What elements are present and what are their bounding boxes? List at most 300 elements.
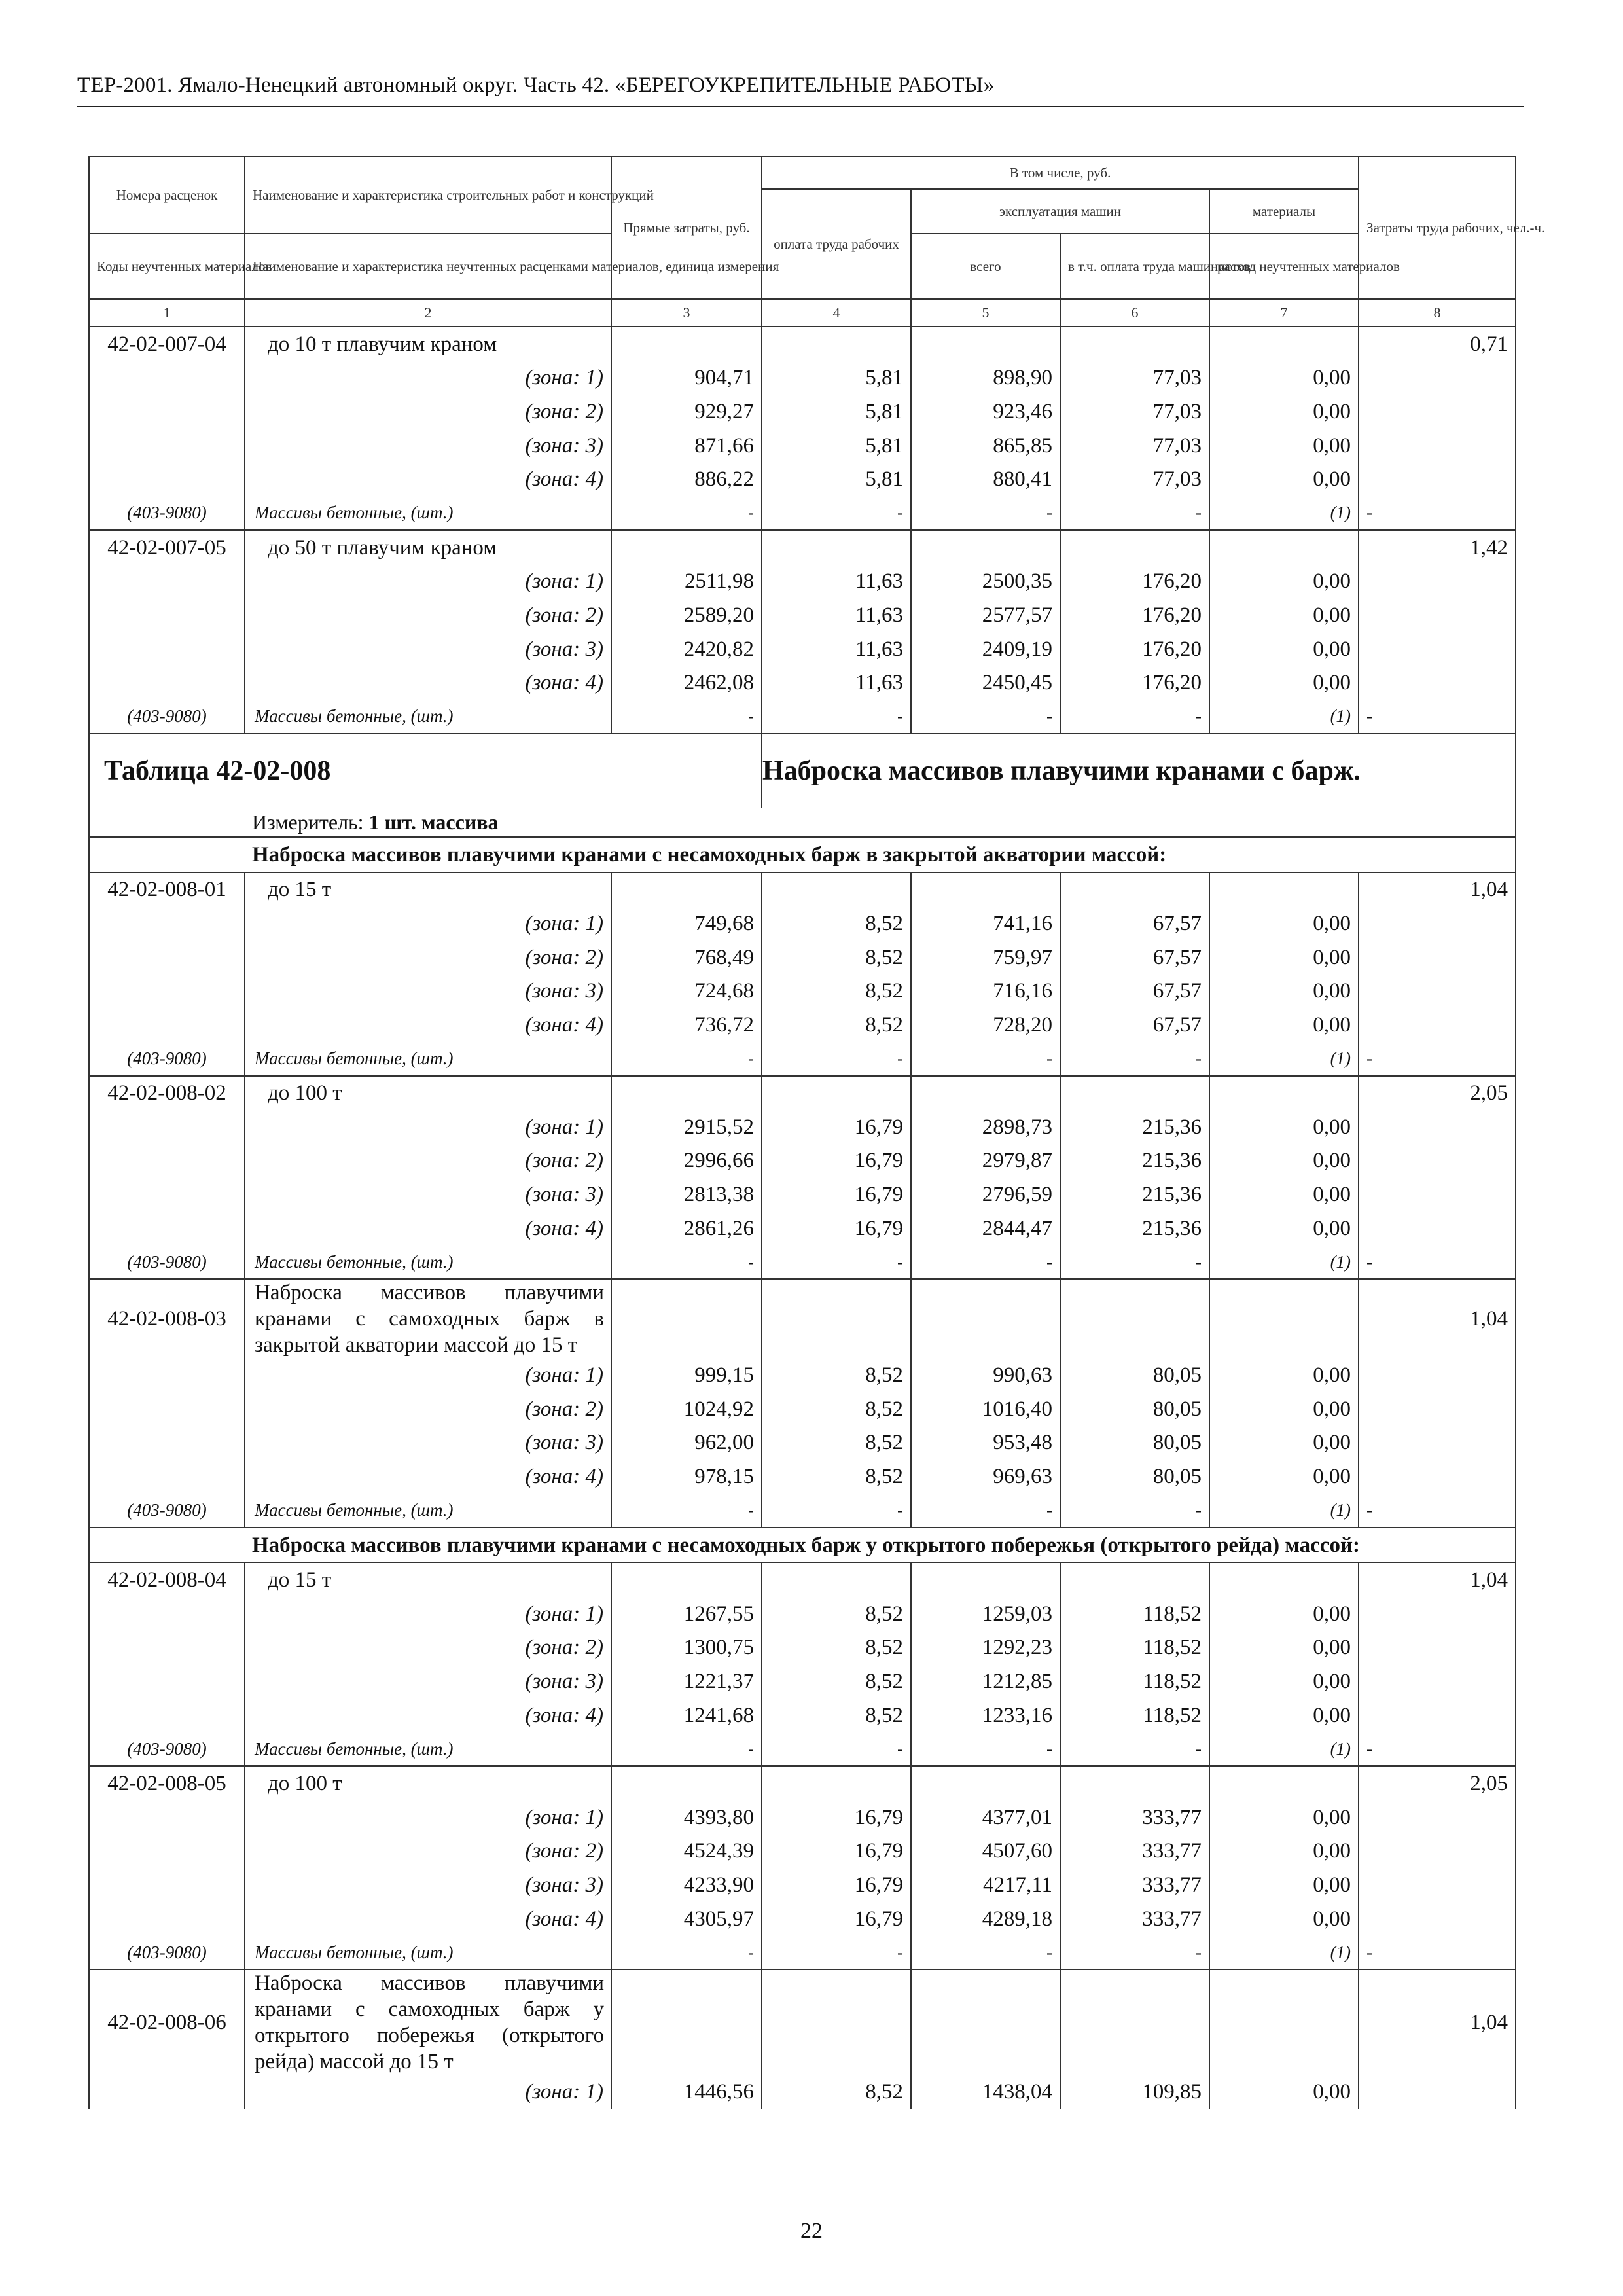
zone-row xyxy=(89,1801,1516,1835)
materials-cost: 0,00 xyxy=(1209,632,1359,666)
worker-wages: 8,52 xyxy=(762,941,911,975)
zone-row xyxy=(89,1177,1516,1211)
worker-wages: 5,81 xyxy=(762,462,911,496)
empty-cell xyxy=(89,666,245,700)
zone-row xyxy=(89,395,1516,429)
operator-wages: 67,57 xyxy=(1060,974,1209,1008)
empty-cell xyxy=(762,327,911,361)
empty-cell xyxy=(1060,872,1209,907)
machines-total: 4217,11 xyxy=(911,1868,1060,1902)
machines-total: 2500,35 xyxy=(911,565,1060,599)
col-including-header: В том числе, руб. xyxy=(762,156,1359,189)
empty-cell xyxy=(611,872,762,907)
empty-cell xyxy=(1359,1868,1516,1902)
empty-cell xyxy=(1209,327,1359,361)
direct-cost: 929,27 xyxy=(611,395,762,429)
machines-total: 953,48 xyxy=(911,1426,1060,1460)
materials-cost: 0,00 xyxy=(1209,941,1359,975)
empty-cell xyxy=(762,872,911,907)
empty-cell xyxy=(89,1008,245,1042)
operator-wages: 118,52 xyxy=(1060,1597,1209,1631)
direct-cost: 2915,52 xyxy=(611,1110,762,1144)
direct-cost: 1300,75 xyxy=(611,1631,762,1665)
zone-label: (зона: 2) xyxy=(245,1631,611,1665)
material-name: Массивы бетонные, (шт.) xyxy=(245,496,611,530)
col-machines-total-header: всего xyxy=(911,234,1060,299)
zone-label: (зона: 1) xyxy=(245,1801,611,1835)
material-row xyxy=(89,1935,1516,1969)
empty-cell xyxy=(1359,974,1516,1008)
material-qty: (1) xyxy=(1209,1935,1359,1969)
materials-cost: 0,00 xyxy=(1209,1144,1359,1178)
empty-cell xyxy=(611,1279,762,1358)
machines-total: 4377,01 xyxy=(911,1801,1060,1835)
worker-wages: 8,52 xyxy=(762,906,911,941)
material-code: (403-9080) xyxy=(89,700,245,734)
empty-cell xyxy=(1060,1766,1209,1801)
rate-code: 42-02-008-01 xyxy=(89,872,245,907)
empty-cell xyxy=(1359,1698,1516,1732)
empty-cell xyxy=(1359,632,1516,666)
materials-cost: 0,00 xyxy=(1209,1597,1359,1631)
worker-wages: 16,79 xyxy=(762,1902,911,1936)
materials-cost: 0,00 xyxy=(1209,1835,1359,1869)
zone-label: (зона: 2) xyxy=(245,598,611,632)
zone-row xyxy=(89,1597,1516,1631)
machines-total: 2898,73 xyxy=(911,1110,1060,1144)
material-code: (403-9080) xyxy=(89,1042,245,1076)
worker-wages: 8,52 xyxy=(762,1392,911,1426)
direct-cost: 4305,97 xyxy=(611,1902,762,1936)
worker-wages: 8,52 xyxy=(762,1698,911,1732)
dash-cell: - xyxy=(1359,1494,1516,1528)
dash-cell: - xyxy=(1060,1935,1209,1969)
zone-label: (зона: 2) xyxy=(245,1835,611,1869)
zone-label: (зона: 4) xyxy=(245,1211,611,1246)
direct-cost: 2420,82 xyxy=(611,632,762,666)
material-qty: (1) xyxy=(1209,1245,1359,1279)
dash-cell: - xyxy=(911,700,1060,734)
dash-cell: - xyxy=(611,1494,762,1528)
worker-wages: 8,52 xyxy=(762,974,911,1008)
empty-cell xyxy=(911,1766,1060,1801)
col-number: 1 xyxy=(89,299,245,327)
machines-total: 2979,87 xyxy=(911,1144,1060,1178)
empty-cell xyxy=(762,1969,911,2075)
rate-code: 42-02-008-03 xyxy=(89,1279,245,1358)
dash-cell: - xyxy=(911,1042,1060,1076)
labor-cost: 1,04 xyxy=(1359,1279,1516,1358)
empty-cell xyxy=(89,1144,245,1178)
empty-cell xyxy=(911,1969,1060,2075)
dash-cell: - xyxy=(911,1935,1060,1969)
empty-cell xyxy=(89,395,245,429)
col-work-name-header: Наименование и характеристика строительных работ и конструкций xyxy=(245,156,611,234)
direct-cost: 736,72 xyxy=(611,1008,762,1042)
empty-cell xyxy=(1060,530,1209,565)
rate-row xyxy=(89,530,1516,565)
empty-cell xyxy=(1359,462,1516,496)
materials-cost: 0,00 xyxy=(1209,462,1359,496)
direct-cost: 4393,80 xyxy=(611,1801,762,1835)
direct-cost: 749,68 xyxy=(611,906,762,941)
materials-cost: 0,00 xyxy=(1209,1801,1359,1835)
worker-wages: 16,79 xyxy=(762,1144,911,1178)
empty-cell xyxy=(89,1664,245,1698)
worker-wages: 8,52 xyxy=(762,1664,911,1698)
zone-row xyxy=(89,462,1516,496)
direct-cost: 2861,26 xyxy=(611,1211,762,1246)
operator-wages: 80,05 xyxy=(1060,1392,1209,1426)
direct-cost: 4233,90 xyxy=(611,1868,762,1902)
dash-cell: - xyxy=(1359,1935,1516,1969)
materials-cost: 0,00 xyxy=(1209,2075,1359,2109)
empty-cell xyxy=(1359,1144,1516,1178)
empty-cell xyxy=(1359,1597,1516,1631)
zone-label: (зона: 4) xyxy=(245,666,611,700)
empty-cell xyxy=(1209,530,1359,565)
dash-cell: - xyxy=(611,496,762,530)
empty-cell xyxy=(1060,1076,1209,1111)
empty-cell xyxy=(89,1358,245,1392)
empty-cell xyxy=(1359,361,1516,395)
operator-wages: 109,85 xyxy=(1060,2075,1209,2109)
zone-label: (зона: 1) xyxy=(245,361,611,395)
dash-cell: - xyxy=(1359,1245,1516,1279)
empty-cell xyxy=(89,1460,245,1494)
operator-wages: 176,20 xyxy=(1060,565,1209,599)
machines-total: 2577,57 xyxy=(911,598,1060,632)
worker-wages: 8,52 xyxy=(762,2075,911,2109)
empty-cell xyxy=(89,462,245,496)
empty-cell xyxy=(611,1969,762,2075)
materials-cost: 0,00 xyxy=(1209,1868,1359,1902)
empty-cell xyxy=(89,1426,245,1460)
zone-row xyxy=(89,1392,1516,1426)
machines-total: 1292,23 xyxy=(911,1631,1060,1665)
worker-wages: 16,79 xyxy=(762,1868,911,1902)
machines-total: 969,63 xyxy=(911,1460,1060,1494)
col-wages-header: оплата труда рабочих xyxy=(762,189,911,299)
zone-label: (зона: 3) xyxy=(245,974,611,1008)
empty-cell xyxy=(1359,1392,1516,1426)
dash-cell: - xyxy=(911,1732,1060,1766)
dash-cell: - xyxy=(762,1935,911,1969)
empty-cell xyxy=(89,1597,245,1631)
machines-total: 880,41 xyxy=(911,462,1060,496)
empty-cell xyxy=(1359,1631,1516,1665)
rate-row xyxy=(89,1969,1516,2075)
materials-cost: 0,00 xyxy=(1209,1902,1359,1936)
zone-row xyxy=(89,429,1516,463)
col-operator-wages-header: в т.ч. оплата труда машинистов xyxy=(1060,234,1209,299)
zone-label: (зона: 4) xyxy=(245,462,611,496)
labor-cost: 1,42 xyxy=(1359,530,1516,565)
direct-cost: 871,66 xyxy=(611,429,762,463)
materials-cost: 0,00 xyxy=(1209,974,1359,1008)
worker-wages: 8,52 xyxy=(762,1008,911,1042)
section-open-coast xyxy=(89,1528,1516,1563)
operator-wages: 77,03 xyxy=(1060,395,1209,429)
operator-wages: 176,20 xyxy=(1060,666,1209,700)
material-qty: (1) xyxy=(1209,1042,1359,1076)
zone-row xyxy=(89,1664,1516,1698)
empty-cell xyxy=(1359,1177,1516,1211)
empty-cell xyxy=(911,1076,1060,1111)
zone-row xyxy=(89,1008,1516,1042)
rate-code: 42-02-008-06 xyxy=(89,1969,245,2075)
operator-wages: 118,52 xyxy=(1060,1631,1209,1665)
machines-total: 1438,04 xyxy=(911,2075,1060,2109)
machines-total: 716,16 xyxy=(911,974,1060,1008)
material-code: (403-9080) xyxy=(89,1732,245,1766)
dash-cell: - xyxy=(1359,700,1516,734)
entries-table-42-02-007 xyxy=(89,327,1516,734)
empty-cell xyxy=(1359,1460,1516,1494)
empty-cell xyxy=(911,872,1060,907)
col-rate-number-header: Номера расценок xyxy=(89,156,245,234)
worker-wages: 8,52 xyxy=(762,1426,911,1460)
worker-wages: 8,52 xyxy=(762,1460,911,1494)
operator-wages: 215,36 xyxy=(1060,1110,1209,1144)
zone-row xyxy=(89,1211,1516,1246)
material-code: (403-9080) xyxy=(89,496,245,530)
material-code: (403-9080) xyxy=(89,1245,245,1279)
empty-cell xyxy=(762,1076,911,1111)
direct-cost: 2996,66 xyxy=(611,1144,762,1178)
empty-cell xyxy=(1209,1969,1359,2075)
zone-label: (зона: 1) xyxy=(245,565,611,599)
operator-wages: 176,20 xyxy=(1060,598,1209,632)
direct-cost: 1267,55 xyxy=(611,1597,762,1631)
direct-cost: 1221,37 xyxy=(611,1664,762,1698)
empty-cell xyxy=(89,1177,245,1211)
empty-cell xyxy=(911,530,1060,565)
operator-wages: 333,77 xyxy=(1060,1902,1209,1936)
col-number: 3 xyxy=(611,299,762,327)
worker-wages: 11,63 xyxy=(762,632,911,666)
empty-cell xyxy=(1209,1076,1359,1111)
zone-label: (зона: 3) xyxy=(245,1868,611,1902)
dash-cell: - xyxy=(911,1494,1060,1528)
zone-row xyxy=(89,2075,1516,2109)
dash-cell: - xyxy=(1060,700,1209,734)
direct-cost: 2462,08 xyxy=(611,666,762,700)
direct-cost: 962,00 xyxy=(611,1426,762,1460)
empty-cell xyxy=(89,906,245,941)
dash-cell: - xyxy=(1060,1245,1209,1279)
rate-name: Наброска массивов плавучими кранами с самоходных барж в закрытой акватории массой до 15 т xyxy=(245,1279,611,1358)
dash-cell: - xyxy=(1060,496,1209,530)
materials-cost: 0,00 xyxy=(1209,1698,1359,1732)
direct-cost: 2813,38 xyxy=(611,1177,762,1211)
empty-cell xyxy=(611,1562,762,1597)
empty-cell xyxy=(1359,429,1516,463)
zone-row xyxy=(89,941,1516,975)
section-heading: Наброска массивов плавучими кранами с несамоходных барж в закрытой акватории массой: xyxy=(245,837,1516,872)
dash-cell: - xyxy=(1359,1732,1516,1766)
machines-total: 2844,47 xyxy=(911,1211,1060,1246)
empty-cell xyxy=(1359,1110,1516,1144)
direct-cost: 886,22 xyxy=(611,462,762,496)
rate-row xyxy=(89,872,1516,907)
zone-row xyxy=(89,1110,1516,1144)
empty-cell xyxy=(89,565,245,599)
worker-wages: 8,52 xyxy=(762,1597,911,1631)
dash-cell: - xyxy=(611,700,762,734)
materials-cost: 0,00 xyxy=(1209,1664,1359,1698)
operator-wages: 333,77 xyxy=(1060,1801,1209,1835)
material-row xyxy=(89,1732,1516,1766)
worker-wages: 8,52 xyxy=(762,1358,911,1392)
labor-cost: 1,04 xyxy=(1359,872,1516,907)
empty-cell xyxy=(762,1766,911,1801)
entries-open-coast xyxy=(89,1562,1516,2109)
labor-cost: 2,05 xyxy=(1359,1766,1516,1801)
col-material-name-header: Наименование и характеристика неучтенных расценками материалов, единица измерения xyxy=(245,234,611,299)
rate-name: Наброска массивов плавучими кранами с самоходных барж у открытого побережья (открытого рейда) массой до 15 т xyxy=(245,1969,611,2075)
material-name: Массивы бетонные, (шт.) xyxy=(245,700,611,734)
machines-total: 2409,19 xyxy=(911,632,1060,666)
col-number: 4 xyxy=(762,299,911,327)
empty-cell xyxy=(89,1902,245,1936)
zone-row xyxy=(89,1426,1516,1460)
meter-value: 1 шт. массива xyxy=(368,810,499,834)
page-number: 22 xyxy=(800,2219,823,2243)
machines-total: 741,16 xyxy=(911,906,1060,941)
rates-table xyxy=(88,156,1545,2109)
col-material-usage-header: расход неучтенных материалов xyxy=(1209,234,1359,299)
direct-cost: 4524,39 xyxy=(611,1835,762,1869)
dash-cell: - xyxy=(611,1245,762,1279)
dash-cell: - xyxy=(911,496,1060,530)
materials-cost: 0,00 xyxy=(1209,1177,1359,1211)
empty-cell xyxy=(89,429,245,463)
material-row xyxy=(89,700,1516,734)
empty-cell xyxy=(1209,1562,1359,1597)
dash-cell: - xyxy=(911,1245,1060,1279)
direct-cost: 2511,98 xyxy=(611,565,762,599)
zone-label: (зона: 3) xyxy=(245,1426,611,1460)
empty-cell xyxy=(1359,395,1516,429)
empty-cell xyxy=(89,2075,245,2109)
empty-cell xyxy=(1359,1008,1516,1042)
section-heading: Наброска массивов плавучими кранами с несамоходных барж у открытого побережья (открытого рейда) массой: xyxy=(245,1528,1516,1563)
material-qty: (1) xyxy=(1209,700,1359,734)
zone-row xyxy=(89,974,1516,1008)
empty-cell xyxy=(89,1211,245,1246)
operator-wages: 118,52 xyxy=(1060,1664,1209,1698)
rate-row xyxy=(89,1562,1516,1597)
worker-wages: 5,81 xyxy=(762,361,911,395)
direct-cost: 724,68 xyxy=(611,974,762,1008)
zone-label: (зона: 1) xyxy=(245,1358,611,1392)
empty-cell xyxy=(89,361,245,395)
operator-wages: 118,52 xyxy=(1060,1698,1209,1732)
empty-cell xyxy=(1060,1969,1209,2075)
direct-cost: 999,15 xyxy=(611,1358,762,1392)
zone-label: (зона: 1) xyxy=(245,1110,611,1144)
empty-cell xyxy=(1359,1358,1516,1392)
rate-code: 42-02-008-02 xyxy=(89,1076,245,1111)
empty-cell xyxy=(1359,2075,1516,2109)
dash-cell: - xyxy=(611,1732,762,1766)
machines-total: 865,85 xyxy=(911,429,1060,463)
operator-wages: 80,05 xyxy=(1060,1358,1209,1392)
empty-cell xyxy=(762,1562,911,1597)
zone-row xyxy=(89,1631,1516,1665)
empty-cell xyxy=(1359,906,1516,941)
empty-cell xyxy=(911,1279,1060,1358)
col-direct-cost-header: Прямые затраты, руб. xyxy=(611,156,762,299)
operator-wages: 333,77 xyxy=(1060,1835,1209,1869)
col-labor-cost-header: Затраты труда рабочих, чел.-ч. xyxy=(1359,156,1516,299)
zone-label: (зона: 2) xyxy=(245,941,611,975)
rate-name: до 10 т плавучим краном xyxy=(245,327,611,361)
zone-label: (зона: 3) xyxy=(245,429,611,463)
operator-wages: 333,77 xyxy=(1060,1868,1209,1902)
materials-cost: 0,00 xyxy=(1209,1008,1359,1042)
material-name: Массивы бетонные, (шт.) xyxy=(245,1935,611,1969)
zone-label: (зона: 4) xyxy=(245,1698,611,1732)
empty-cell xyxy=(89,1698,245,1732)
col-number: 7 xyxy=(1209,299,1359,327)
rate-row xyxy=(89,1076,1516,1111)
materials-cost: 0,00 xyxy=(1209,598,1359,632)
empty-cell xyxy=(89,1835,245,1869)
operator-wages: 77,03 xyxy=(1060,361,1209,395)
empty-cell xyxy=(1359,1426,1516,1460)
direct-cost: 904,71 xyxy=(611,361,762,395)
material-name: Массивы бетонные, (шт.) xyxy=(245,1494,611,1528)
empty-cell xyxy=(1359,1211,1516,1246)
machines-total: 990,63 xyxy=(911,1358,1060,1392)
zone-row xyxy=(89,565,1516,599)
operator-wages: 77,03 xyxy=(1060,429,1209,463)
direct-cost: 978,15 xyxy=(611,1460,762,1494)
table-meter xyxy=(245,808,1516,837)
rate-row xyxy=(89,327,1516,361)
zone-row xyxy=(89,1144,1516,1178)
empty-cell xyxy=(89,598,245,632)
empty-cell xyxy=(89,1392,245,1426)
machines-total: 1233,16 xyxy=(911,1698,1060,1732)
zone-label: (зона: 2) xyxy=(245,1144,611,1178)
dash-cell: - xyxy=(1359,1042,1516,1076)
document-header: ТЕР-2001. Ямало-Ненецкий автономный округ. Часть 42. «БЕРЕГОУКРЕПИТЕЛЬНЫЕ РАБОТЫ» xyxy=(77,73,995,97)
operator-wages: 67,57 xyxy=(1060,906,1209,941)
empty-cell xyxy=(89,632,245,666)
direct-cost: 1446,56 xyxy=(611,2075,762,2109)
materials-cost: 0,00 xyxy=(1209,429,1359,463)
worker-wages: 11,63 xyxy=(762,666,911,700)
zone-label: (зона: 2) xyxy=(245,1392,611,1426)
empty-cell xyxy=(611,1766,762,1801)
dash-cell: - xyxy=(1060,1732,1209,1766)
empty-cell xyxy=(89,941,245,975)
zone-row xyxy=(89,1868,1516,1902)
empty-cell xyxy=(1359,666,1516,700)
labor-cost: 0,71 xyxy=(1359,327,1516,361)
empty-cell xyxy=(1209,1279,1359,1358)
labor-cost: 1,04 xyxy=(1359,1562,1516,1597)
empty-cell xyxy=(89,1868,245,1902)
materials-cost: 0,00 xyxy=(1209,1358,1359,1392)
empty-cell xyxy=(1060,327,1209,361)
header-rule xyxy=(77,106,1524,107)
zone-label: (зона: 3) xyxy=(245,1664,611,1698)
zone-label: (зона: 1) xyxy=(245,906,611,941)
